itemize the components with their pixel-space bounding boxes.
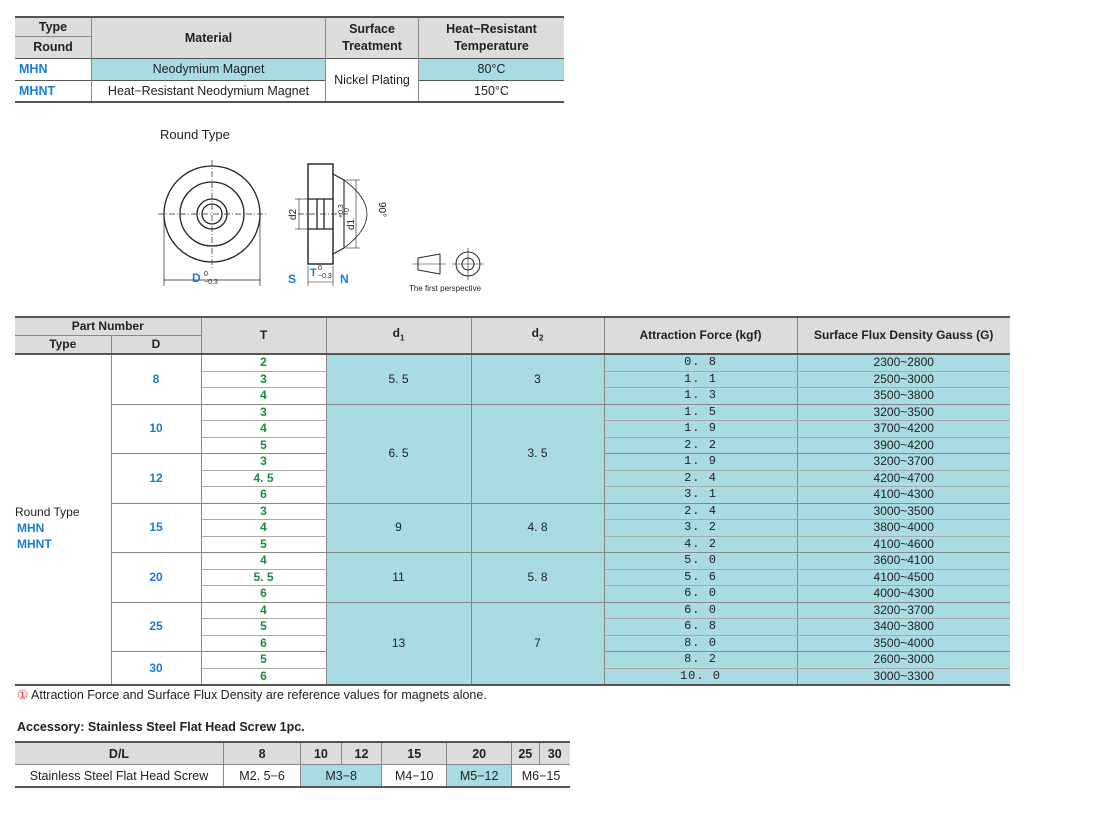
d2-cell: 3 [471, 354, 604, 404]
acc-header-30: 30 [539, 742, 570, 765]
acc-header-20: 20 [447, 742, 512, 765]
acc-header-25: 25 [512, 742, 539, 765]
round-header: Round [15, 36, 92, 58]
d1-tol-top: +0.3 [338, 204, 345, 218]
flux-cell: 3000~3300 [797, 668, 1010, 685]
t-header: T [201, 317, 326, 354]
t-cell: 4 [201, 388, 326, 405]
force-cell: 1. 9 [604, 454, 797, 471]
force-cell: 10. 0 [604, 668, 797, 685]
t-cell: 6 [201, 586, 326, 603]
table-row [15, 602, 1010, 619]
magnet-mid-circle [180, 182, 244, 246]
t-label: T [310, 267, 317, 279]
acc-header-15: 15 [382, 742, 447, 765]
d-header: D [111, 336, 201, 355]
t-cell: 5 [201, 536, 326, 553]
flux-cell: 3600~4100 [797, 553, 1010, 570]
t-cell: 4 [201, 553, 326, 570]
t-cell: 5. 5 [201, 569, 326, 586]
t-cell: 5 [201, 619, 326, 636]
surface-header-line1: Surface [349, 21, 395, 36]
flux-cell: 4000~4300 [797, 586, 1010, 603]
heat-header-line1: Heat−Resistant [446, 21, 537, 36]
d2-header-text: d [531, 325, 539, 340]
force-cell: 1. 1 [604, 371, 797, 388]
flux-cell: 2500~3000 [797, 371, 1010, 388]
flux-cell: 3200~3700 [797, 602, 1010, 619]
force-cell: 8. 2 [604, 652, 797, 669]
force-cell: 5. 0 [604, 553, 797, 570]
surface-header [326, 17, 419, 58]
acc-header-8: 8 [224, 742, 301, 765]
flux-cell: 3000~3500 [797, 503, 1010, 520]
t-cell: 6 [201, 635, 326, 652]
table-row [15, 404, 1010, 421]
screw-m3: M3−8 [301, 765, 382, 788]
force-cell: 1. 3 [604, 388, 797, 405]
force-cell: 3. 1 [604, 487, 797, 504]
angle-label: 90° [376, 202, 387, 218]
flux-cell: 4200~4700 [797, 470, 1010, 487]
force-cell: 3. 2 [604, 520, 797, 537]
d-cell: 25 [111, 602, 201, 652]
code-mhnt: MHNT [15, 80, 92, 102]
d-cell: 20 [111, 553, 201, 603]
force-cell: 1. 9 [604, 421, 797, 438]
d-label: D [192, 271, 201, 285]
screw-m2-5: M2. 5−6 [224, 765, 301, 788]
t-cell: 5 [201, 652, 326, 669]
code-mhn: MHN [15, 58, 92, 80]
force-header: Attraction Force (kgf) [604, 317, 797, 354]
flux-cell: 3400~3800 [797, 619, 1010, 636]
s-label: S [288, 272, 297, 286]
d-cell: 10 [111, 404, 201, 454]
reference-note [17, 687, 487, 702]
table-row [15, 553, 1010, 570]
t-cell: 3 [201, 454, 326, 471]
heat-header-line2: Temperature [454, 38, 529, 53]
type-name: Round Type [15, 504, 80, 519]
t-cell: 4 [201, 421, 326, 438]
table-row [15, 503, 1010, 520]
material-mhnt: Heat−Resistant Neodymium Magnet [92, 80, 326, 102]
n-label: N [340, 272, 349, 286]
flux-cell: 2300~2800 [797, 354, 1010, 371]
flux-cell: 4100~4500 [797, 569, 1010, 586]
t-cell: 3 [201, 503, 326, 520]
screw-m5: M5−12 [447, 765, 512, 788]
part-number-header: Part Number [15, 317, 201, 336]
flux-cell: 3800~4000 [797, 520, 1010, 537]
d1-tol-bottom: 0 [344, 208, 351, 212]
material-mhn: Neodymium Magnet [92, 58, 326, 80]
material-header: Material [92, 17, 326, 58]
force-cell: 2. 4 [604, 503, 797, 520]
d-cell: 15 [111, 503, 201, 553]
force-cell: 2. 4 [604, 470, 797, 487]
part-number-table [15, 316, 1010, 686]
table-row [15, 354, 1010, 371]
acc-header-12: 12 [341, 742, 382, 765]
type-header: Type [15, 17, 92, 36]
d2-header-sub: 2 [538, 333, 544, 343]
d1-header-text: d [392, 325, 400, 340]
t-cell: 4 [201, 520, 326, 537]
type-cell [15, 354, 111, 685]
temp-mhnt: 150°C [474, 83, 509, 98]
force-cell: 5. 6 [604, 569, 797, 586]
part-number-body [15, 354, 1010, 685]
force-cell: 6. 0 [604, 586, 797, 603]
flux-cell: 2600~3000 [797, 652, 1010, 669]
t-cell: 6 [201, 668, 326, 685]
flux-cell: 3900~4200 [797, 437, 1010, 454]
screw-m4: M4−10 [382, 765, 447, 788]
d-tol-top: 0 [204, 271, 208, 278]
d2-cell: 4. 8 [471, 503, 604, 553]
flux-cell: 3200~3500 [797, 404, 1010, 421]
d1-cell: 6. 5 [326, 404, 471, 503]
t-cell: 2 [201, 354, 326, 371]
flux-cell: 3500~3800 [797, 388, 1010, 405]
force-cell: 8. 0 [604, 635, 797, 652]
d1-header [326, 317, 471, 354]
flux-header: Surface Flux Density Gauss (G) [797, 317, 1010, 354]
d1-cell: 13 [326, 602, 471, 685]
t-cell: 6 [201, 487, 326, 504]
d1-cell: 9 [326, 503, 471, 553]
surface-header-line2: Treatment [342, 38, 402, 53]
d2-label: d2 [288, 208, 299, 220]
t-cell: 5 [201, 437, 326, 454]
heat-header [419, 17, 565, 58]
flux-cell: 3200~3700 [797, 454, 1010, 471]
force-cell: 2. 2 [604, 437, 797, 454]
note-icon: ① [17, 688, 29, 702]
magnet-outer-circle [164, 166, 260, 262]
surface-value: Nickel Plating [326, 58, 419, 102]
d-tol-bottom: −0.3 [204, 279, 218, 286]
flux-cell: 4100~4300 [797, 487, 1010, 504]
type-code-mhn: MHN [17, 520, 45, 535]
t-tol-bottom: −0.3 [318, 273, 332, 280]
acc-header-10: 10 [301, 742, 342, 765]
flux-cell: 3500~4000 [797, 635, 1010, 652]
material-spec-table [15, 16, 564, 103]
flux-cell: 4100~4600 [797, 536, 1010, 553]
d1-cell: 11 [326, 553, 471, 603]
d1-cell: 5. 5 [326, 354, 471, 404]
d2-cell: 5. 8 [471, 553, 604, 603]
d-cell: 12 [111, 454, 201, 504]
d-cell: 30 [111, 652, 201, 686]
d-cell: 8 [111, 354, 201, 404]
type-code-mhnt: MHNT [17, 536, 52, 551]
flux-cell: 3700~4200 [797, 421, 1010, 438]
t-cell: 4. 5 [201, 470, 326, 487]
force-cell: 0. 8 [604, 354, 797, 371]
dl-header: D/L [15, 742, 224, 765]
force-cell: 6. 8 [604, 619, 797, 636]
accessory-table [15, 741, 570, 788]
accessory-title: Accessory: Stainless Steel Flat Head Screw 1pc. [17, 720, 305, 734]
screw-m6: M6−15 [521, 768, 561, 783]
force-cell: 6. 0 [604, 602, 797, 619]
perspective-label: The first perspective [409, 284, 482, 293]
t-cell: 4 [201, 602, 326, 619]
d2-cell: 7 [471, 602, 604, 685]
temp-mhn: 80°C [419, 58, 565, 80]
d1-header-sub: 1 [399, 333, 405, 343]
type-header: Type [15, 336, 111, 355]
drawing-title: Round Type [160, 127, 230, 142]
force-cell: 4. 2 [604, 536, 797, 553]
d2-cell: 3. 5 [471, 404, 604, 503]
force-cell: 1. 5 [604, 404, 797, 421]
t-cell: 3 [201, 371, 326, 388]
note-text: Attraction Force and Surface Flux Density are reference values for magnets alone. [31, 688, 487, 702]
d2-header [471, 317, 604, 354]
t-cell: 3 [201, 404, 326, 421]
screw-label: Stainless Steel Flat Head Screw [15, 765, 224, 788]
t-tol-top: 0 [318, 265, 322, 272]
technical-drawing [150, 150, 510, 298]
d1-label: d1 [346, 218, 357, 230]
